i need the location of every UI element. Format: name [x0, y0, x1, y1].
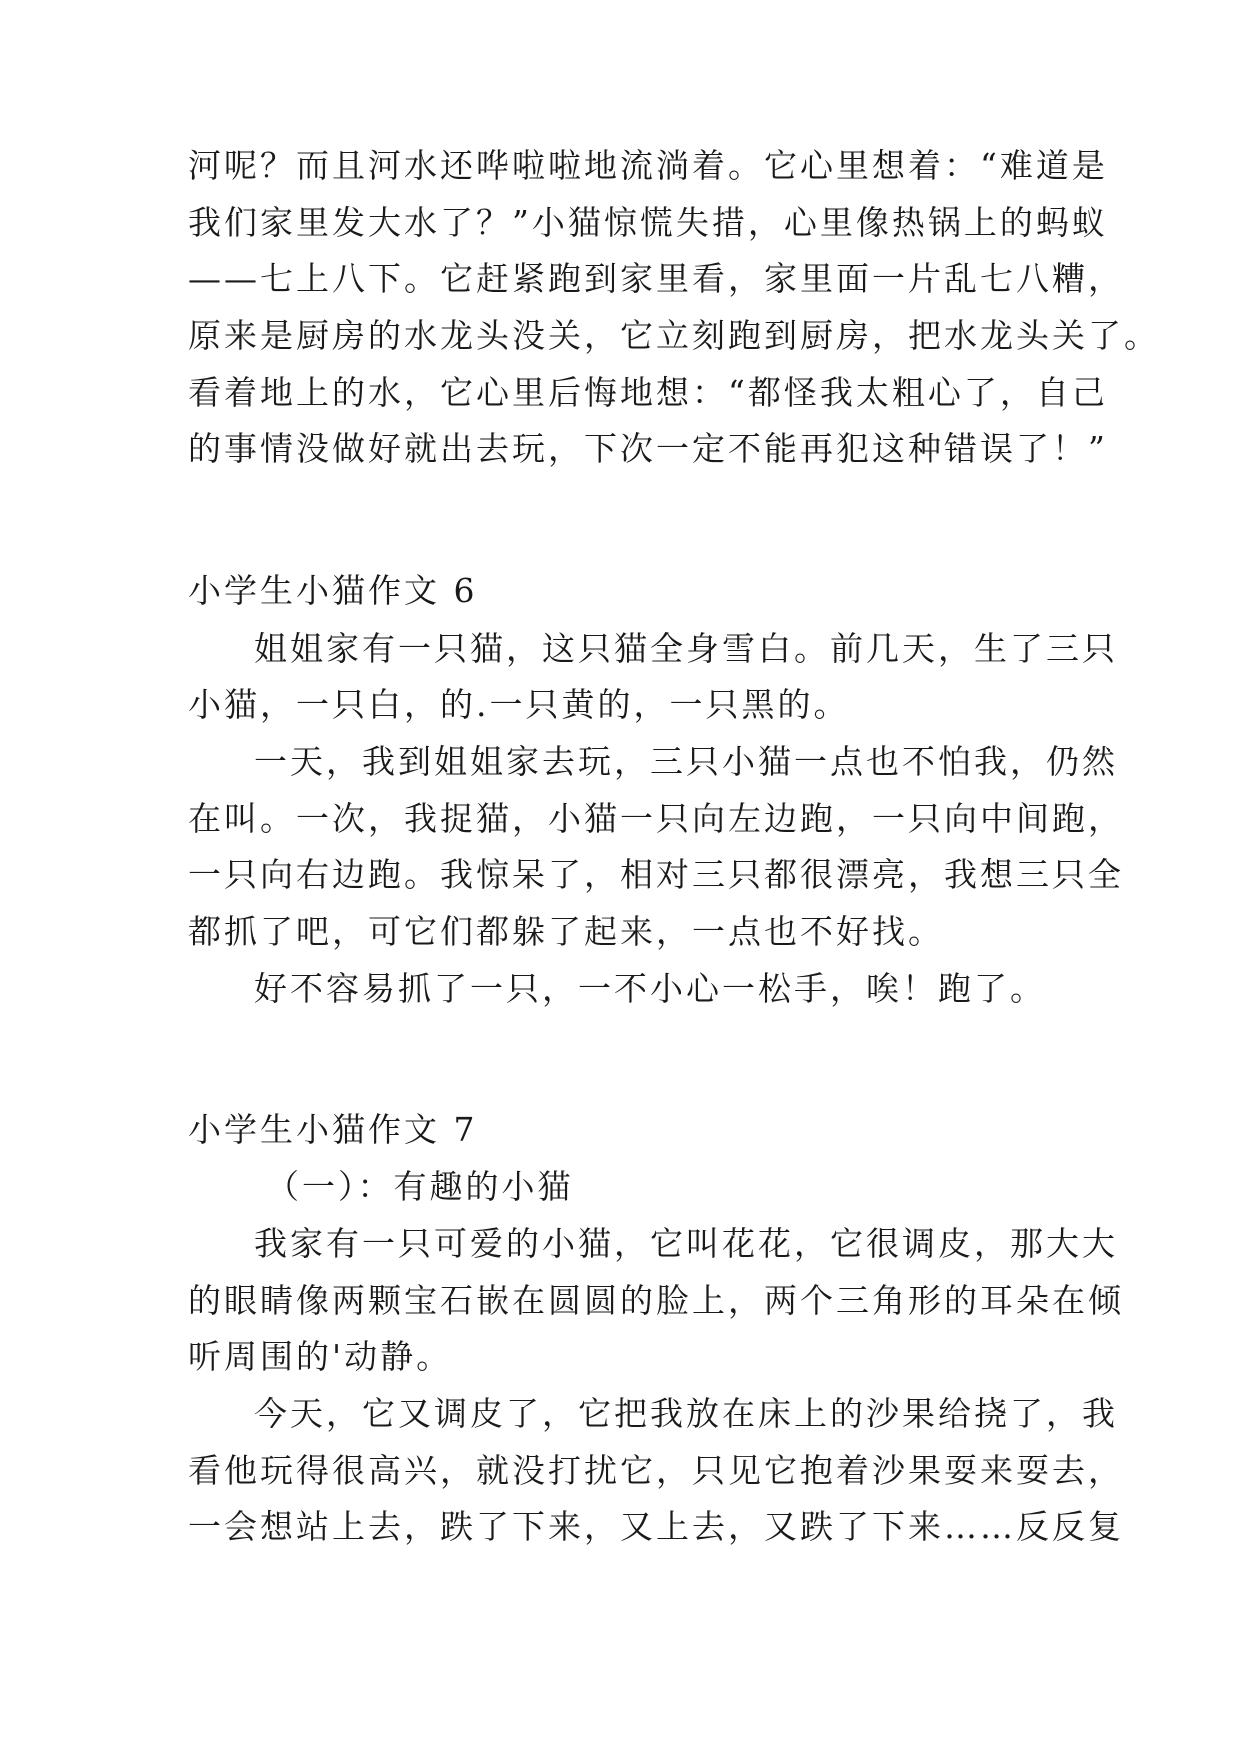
text-line: 河呢？而且河水还哗啦啦地流淌着。它心里想着：“难道是	[188, 146, 1108, 185]
text-line: 原来是厨房的水龙头没关，它立刻跑到厨房，把水龙头关了。	[188, 316, 1160, 355]
text-line: 一只向右边跑。我惊呆了，相对三只都很漂亮，我想三只全	[188, 855, 1124, 894]
text-line: 好不容易抓了一只，一不小心一松手，唉！跑了。	[254, 969, 1046, 1008]
text-line: ——七上八下。它赶紧跑到家里看，家里面一片乱七八糟，	[188, 259, 1124, 298]
text-line: 小猫，一只白，的.一只黄的，一只黑的。	[188, 685, 850, 724]
text-line: 的眼睛像两颗宝石嵌在圆圆的脸上，两个三角形的耳朵在倾	[188, 1281, 1124, 1320]
text-line: 看他玩得很高兴，就没打扰它，只见它抱着沙果耍来耍去，	[188, 1451, 1124, 1490]
text-line: 我家有一只可爱的小猫，它叫花花，它很调皮，那大大	[254, 1224, 1118, 1263]
text-line: 一会想站上去，跌了下来，又上去，又跌了下来……反反复	[188, 1507, 1124, 1546]
text-line: 都抓了吧，可它们都躲了起来，一点也不好找。	[188, 912, 944, 951]
essay-subtitle: （一）：有趣的小猫	[266, 1167, 574, 1206]
text-line: 看着地上的水，它心里后悔地想：“都怪我太粗心了，自己	[188, 373, 1108, 412]
text-line: 一天，我到姐姐家去玩，三只小猫一点也不怕我，仍然	[254, 742, 1118, 781]
essay-title: 小学生小猫作文 6	[188, 571, 478, 610]
text-line: 今天，它又调皮了，它把我放在床上的沙果给挠了，我	[254, 1394, 1118, 1433]
text-line: 听周围的'动静。	[188, 1337, 453, 1376]
text-line: 姐姐家有一只猫，这只猫全身雪白。前几天，生了三只	[254, 629, 1118, 668]
text-line: 在叫。一次，我捉猫，小猫一只向左边跑，一只向中间跑，	[188, 799, 1124, 838]
text-line: 我们家里发大水了？”小猫惊慌失措，心里像热锅上的蚂蚁	[188, 203, 1108, 242]
essay-title: 小学生小猫作文 7	[188, 1110, 478, 1149]
text-line: 的事情没做好就出去玩，下次一定不能再犯这种错误了！”	[188, 429, 1108, 468]
